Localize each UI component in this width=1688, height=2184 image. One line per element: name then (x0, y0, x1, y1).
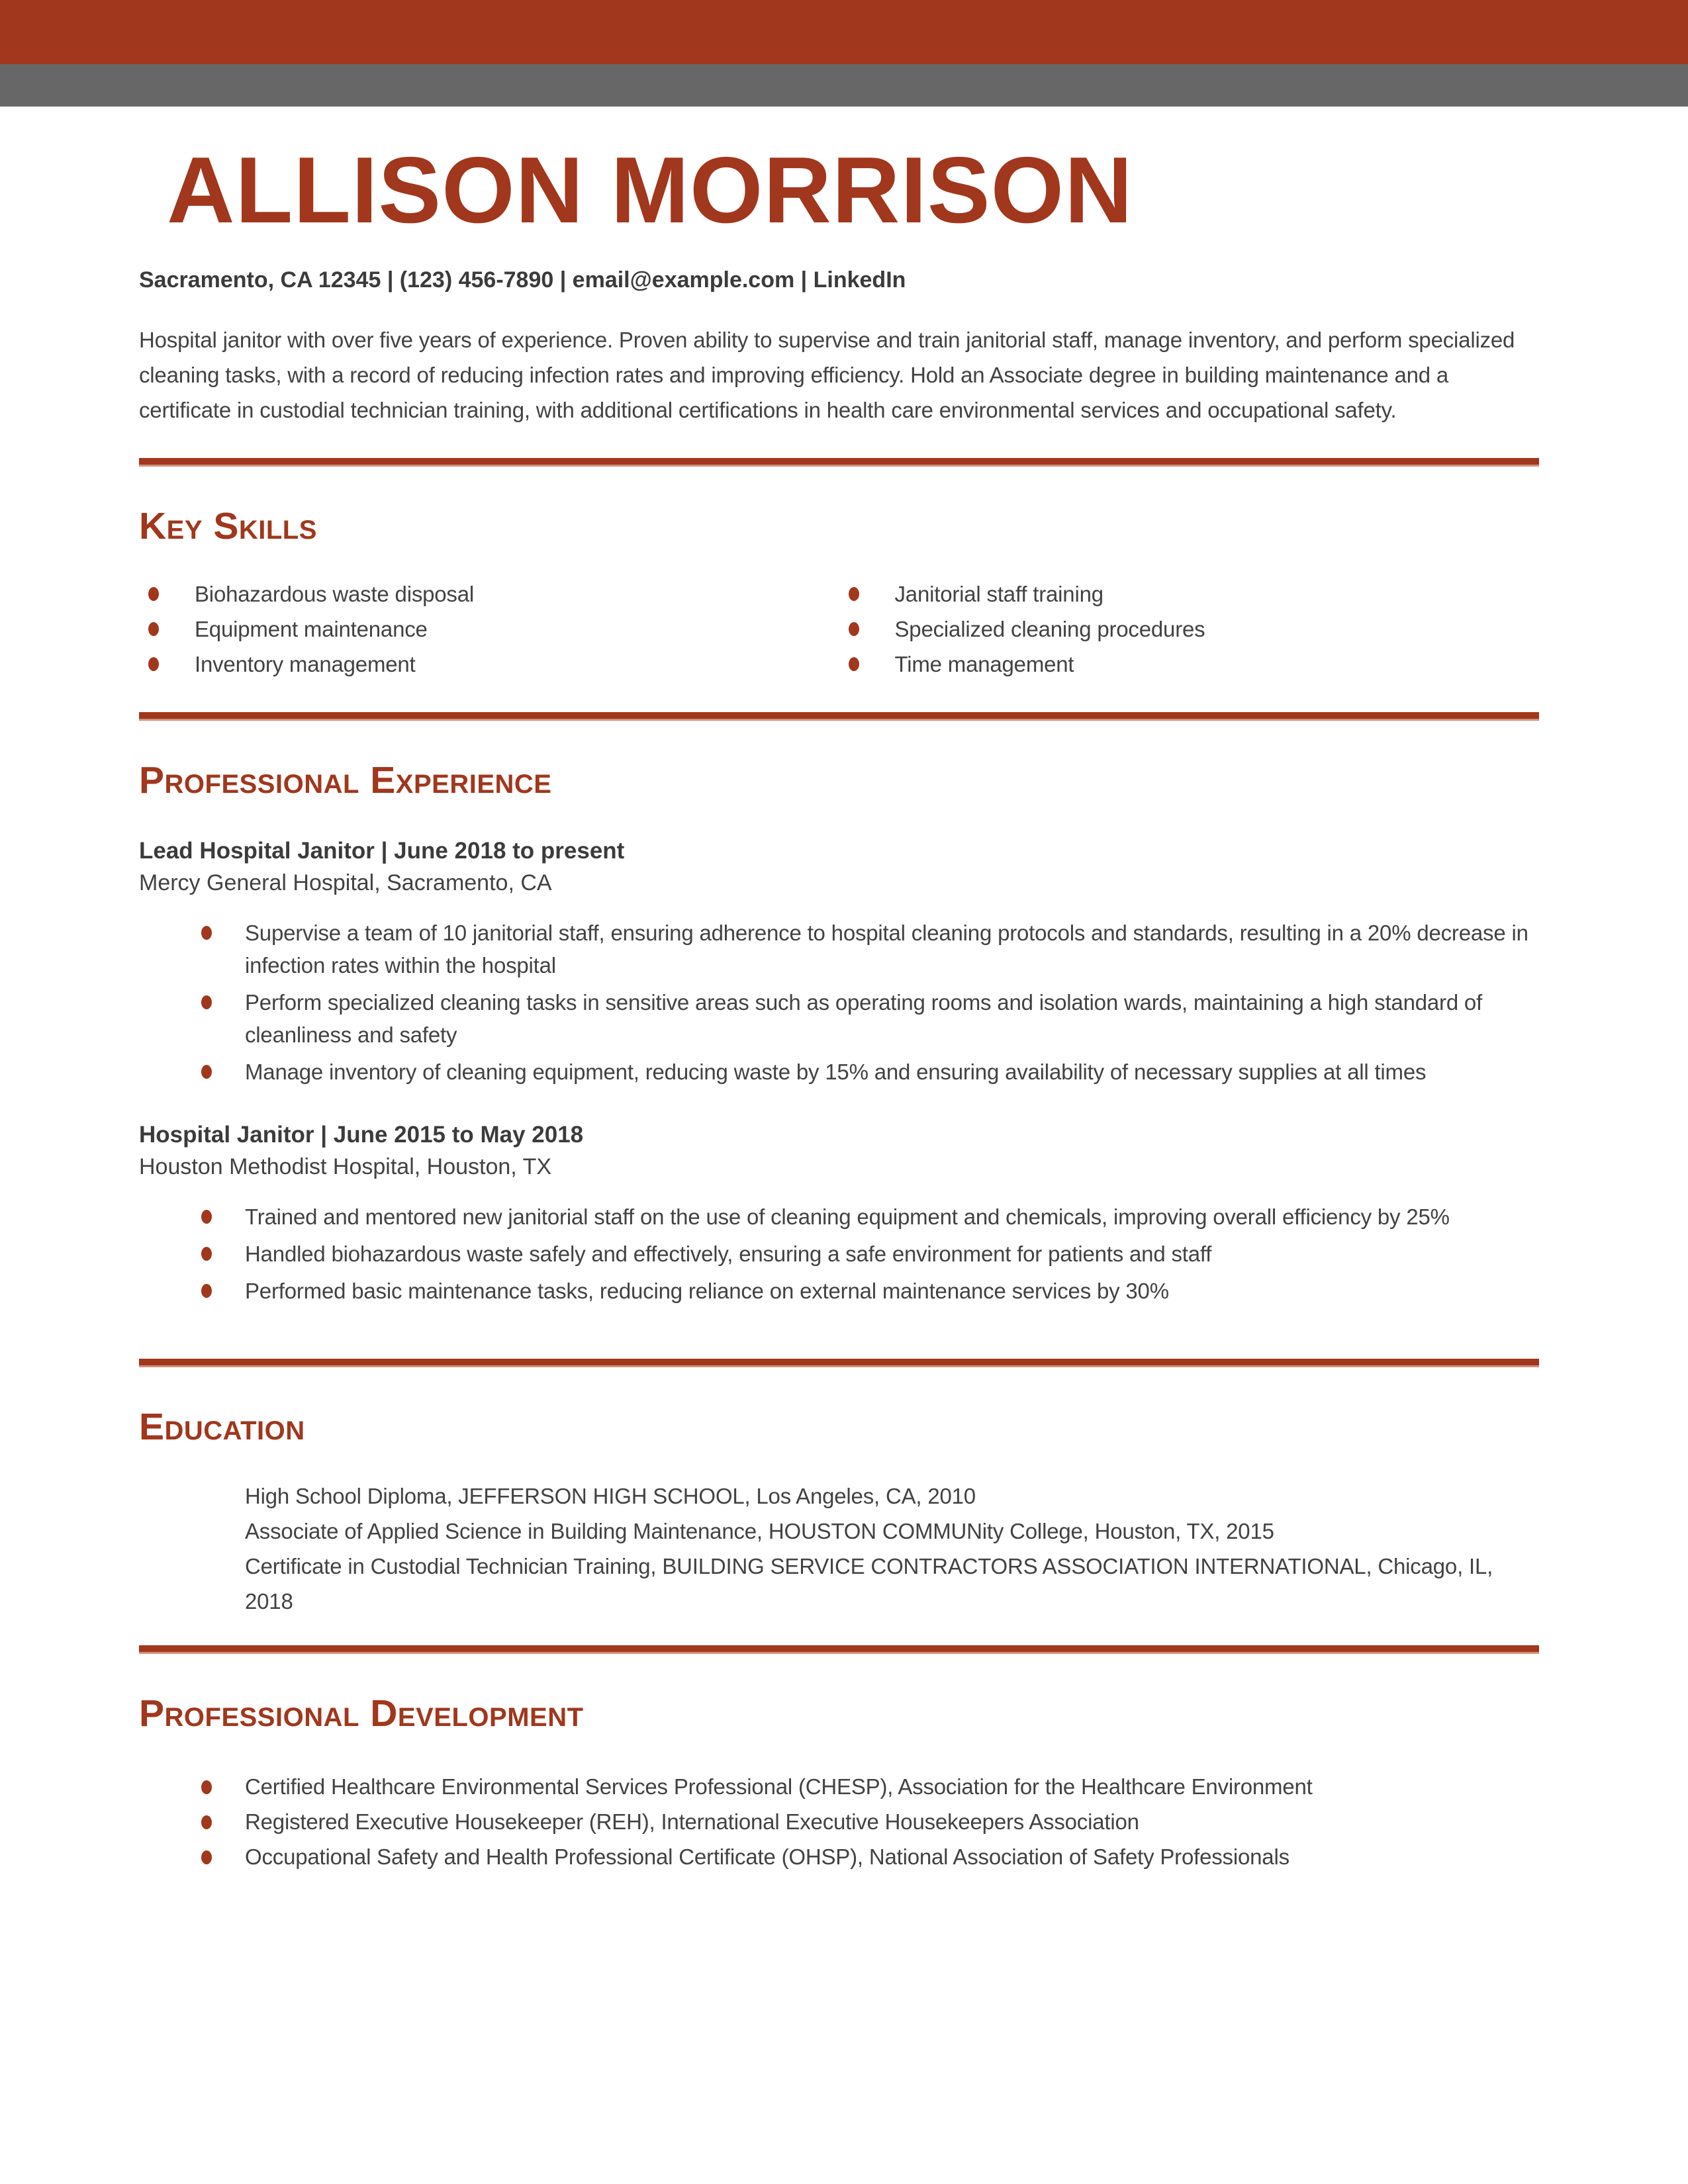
job-title: Hospital Janitor | June 2015 to May 2018 (139, 1122, 584, 1148)
job-bullet: Perform specialized cleaning tasks in sensitive areas such as operating rooms and isolation wards, maintaining a high standard of cleanliness and safety (139, 986, 1539, 1051)
section-title-key-skills: Key Skills (139, 505, 317, 547)
section-title-education: Education (139, 1406, 305, 1448)
skill-item: Inventory management (139, 647, 839, 682)
development-item: Certified Healthcare Environmental Services Professional (CHESP), Association for the Healthcare Environment (139, 1770, 1539, 1803)
skill-item: Time management (839, 647, 1540, 682)
section-divider (139, 1359, 1539, 1367)
development-item: Registered Executive Housekeeper (REH), International Executive Housekeepers Association (139, 1805, 1539, 1839)
top-gray-bar (0, 64, 1688, 107)
skill-item: Specialized cleaning procedures (839, 612, 1540, 647)
job-bullet: Handled biohazardous waste safely and effectively, ensuring a safe environment for patients and staff (139, 1238, 1539, 1270)
key-skills-list (139, 576, 1539, 682)
person-name: ALLISON MORRISON (167, 138, 1133, 243)
section-divider (139, 1645, 1539, 1654)
job-entry (139, 836, 1539, 1088)
summary-paragraph: Hospital janitor with over five years of experience. Proven ability to supervise and train janitorial staff, manage inventory, and perform specialized cleaning tasks, with a record of reducing infection rates and improving efficiency. Hold an Associate degree in building maintenance and a certificate in custodial technician training, with additional certifications in health care environmental services and occupational safety. (139, 328, 1515, 422)
skill-item: Equipment maintenance (139, 612, 839, 647)
job-bullet-list (139, 1201, 1539, 1307)
job-entry (139, 1120, 1539, 1307)
key-skills-column-1 (139, 576, 839, 682)
section-title-professional-development: Professional Development (139, 1692, 584, 1735)
top-accent-bar (0, 0, 1688, 64)
job-bullet: Performed basic maintenance tasks, reducing reliance on external maintenance services by 30% (139, 1275, 1539, 1307)
key-skills-column-2 (839, 576, 1540, 682)
education-item: High School Diploma, JEFFERSON HIGH SCHOOL, Los Angeles, CA, 2010 (245, 1484, 976, 1508)
job-bullet-list (139, 917, 1539, 1088)
skill-item: Janitorial staff training (839, 576, 1540, 612)
resume-content (0, 138, 1688, 1874)
skill-item: Biohazardous waste disposal (139, 576, 839, 612)
development-list (139, 1770, 1539, 1874)
contact-line: Sacramento, CA 12345 | (123) 456-7890 | email@example.com | LinkedIn (139, 267, 906, 293)
education-item: Associate of Applied Science in Building Maintenance, HOUSTON COMMUNity College, Houston, TX, 2015 (245, 1519, 1274, 1543)
job-title: Lead Hospital Janitor | June 2018 to present (139, 838, 625, 864)
job-company: Mercy General Hospital, Sacramento, CA (139, 870, 552, 895)
education-list (139, 1479, 1539, 1619)
job-bullet: Supervise a team of 10 janitorial staff, ensuring adherence to hospital cleaning protocols and standards, resulting in a 20% decrease in infection rates within the hospital (139, 917, 1539, 981)
section-title-professional-experience: Professional Experience (139, 759, 552, 801)
job-bullet: Manage inventory of cleaning equipment, reducing waste by 15% and ensuring availability of necessary supplies at all times (139, 1056, 1539, 1088)
development-item: Occupational Safety and Health Professional Certificate (OHSP), National Association of Safety Professionals (139, 1841, 1539, 1874)
job-company: Houston Methodist Hospital, Houston, TX (139, 1154, 552, 1179)
education-item: Certificate in Custodial Technician Training, BUILDING SERVICE CONTRACTORS ASSOCIATION INTERNATIONAL, Chicago, IL, 2018 (245, 1554, 1493, 1614)
job-bullet: Trained and mentored new janitorial staff on the use of cleaning equipment and chemicals, improving overall efficiency by 25% (139, 1201, 1539, 1233)
section-divider (139, 458, 1539, 467)
section-divider (139, 712, 1539, 721)
